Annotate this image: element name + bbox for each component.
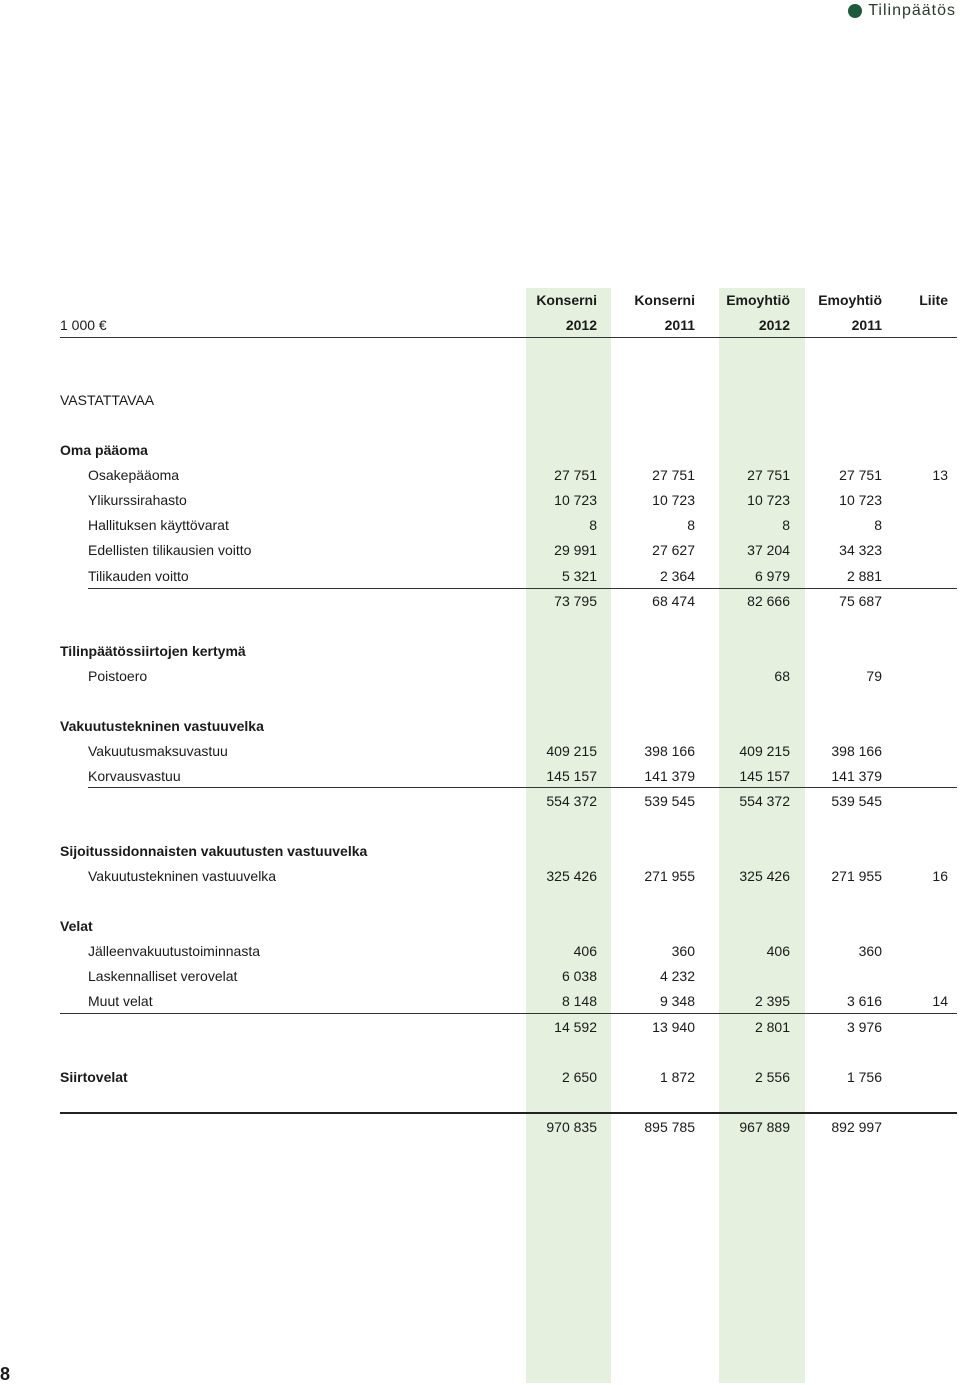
subtotal-row (0, 589, 960, 614)
note-reference: 16 (932, 868, 948, 884)
table-row (0, 664, 960, 689)
row-label: Tilinpäätössiirtojen kertymä (60, 643, 246, 659)
col-header-liite: Liite (919, 292, 948, 308)
table-row (0, 989, 960, 1014)
row-label: Jälleenvakuutustoiminnasta (88, 943, 260, 959)
subtotal-row (0, 1015, 960, 1040)
value-emoyhtio-2011: 398 166 (831, 743, 882, 759)
year-emoyhtio-2011: 2011 (851, 317, 882, 333)
value-emoyhtio-2011: 892 997 (831, 1119, 882, 1135)
table-row (0, 463, 960, 488)
value-emoyhtio-2012: 27 751 (747, 467, 790, 483)
value-konserni-2011: 895 785 (644, 1119, 695, 1135)
value-emoyhtio-2011: 1 756 (846, 1069, 882, 1085)
value-konserni-2012: 409 215 (546, 743, 597, 759)
col-header-emoyhtio-2012: Emoyhtiö (726, 292, 790, 308)
row-label: Osakepääoma (88, 467, 180, 483)
section-title: Tilinpäätös (868, 2, 956, 19)
value-emoyhtio-2012: 2 395 (754, 993, 790, 1009)
value-konserni-2011: 10 723 (652, 492, 695, 508)
value-konserni-2012: 14 592 (554, 1019, 597, 1035)
value-konserni-2011: 8 (687, 517, 695, 533)
value-konserni-2011: 1 872 (659, 1069, 695, 1085)
column-header-years (0, 313, 960, 338)
value-konserni-2011: 68 474 (652, 593, 695, 609)
value-emoyhtio-2012: 145 157 (739, 768, 790, 784)
value-konserni-2011: 13 940 (652, 1019, 695, 1035)
row-label: Oma pääoma (60, 442, 148, 458)
column-header-entities (0, 288, 960, 313)
value-emoyhtio-2011: 141 379 (831, 768, 882, 784)
value-emoyhtio-2011: 34 323 (839, 542, 882, 558)
value-konserni-2012: 406 (573, 943, 597, 959)
row-label: Vakuutustekninen vastuuvelka (88, 868, 277, 884)
value-emoyhtio-2012: 325 426 (739, 868, 790, 884)
row-label: Tilikauden voitto (88, 568, 189, 584)
value-konserni-2011: 4 232 (659, 968, 695, 984)
value-emoyhtio-2011: 3 976 (846, 1019, 882, 1035)
group-heading-vakuutustekninen-vastuuvelka (0, 714, 960, 739)
value-emoyhtio-2012: 967 889 (739, 1119, 790, 1135)
subtotal-rule (88, 787, 957, 788)
value-konserni-2012: 970 835 (546, 1119, 597, 1135)
row-label: Vakuutustekninen vastuuvelka (60, 718, 264, 734)
total-row (0, 1115, 960, 1140)
value-emoyhtio-2011: 8 (874, 517, 882, 533)
section-heading-vastattavaa (0, 388, 960, 413)
value-emoyhtio-2011: 271 955 (831, 868, 882, 884)
value-emoyhtio-2012: 2 556 (754, 1069, 790, 1085)
value-konserni-2012: 73 795 (554, 593, 597, 609)
note-reference: 13 (932, 467, 948, 483)
value-konserni-2012: 2 650 (561, 1069, 597, 1085)
table-row (0, 864, 960, 889)
row-label: Velat (60, 918, 93, 934)
value-konserni-2012: 27 751 (554, 467, 597, 483)
value-konserni-2011: 27 627 (652, 542, 695, 558)
group-heading-tilinpaatossiirtojen-kertyma (0, 639, 960, 664)
total-rule (60, 1112, 957, 1114)
table-row (0, 964, 960, 989)
value-konserni-2011: 141 379 (644, 768, 695, 784)
value-emoyhtio-2012: 6 979 (754, 568, 790, 584)
unit-label: 1 000 € (60, 317, 107, 333)
table-row (0, 939, 960, 964)
subtotal-rule (60, 1013, 957, 1014)
section-header (848, 0, 956, 22)
value-konserni-2012: 145 157 (546, 768, 597, 784)
year-konserni-2012: 2012 (565, 317, 597, 333)
row-label: Poistoero (88, 668, 148, 684)
value-emoyhtio-2012: 8 (782, 517, 790, 533)
value-emoyhtio-2011: 27 751 (839, 467, 882, 483)
value-konserni-2012: 10 723 (554, 492, 597, 508)
row-label: VASTATTAVAA (60, 392, 155, 408)
value-konserni-2011: 360 (671, 943, 695, 959)
table-row (0, 538, 960, 563)
year-konserni-2011: 2011 (664, 317, 695, 333)
value-konserni-2012: 29 991 (554, 542, 597, 558)
value-emoyhtio-2012: 37 204 (747, 542, 790, 558)
group-heading-velat (0, 914, 960, 939)
value-emoyhtio-2012: 409 215 (739, 743, 790, 759)
header-rule (60, 337, 957, 338)
value-emoyhtio-2012: 10 723 (747, 492, 790, 508)
row-label: Vakuutusmaksuvastuu (88, 743, 228, 759)
table-row (0, 739, 960, 764)
row-label: Ylikurssirahasto (88, 492, 187, 508)
row-label: Korvausvastuu (88, 768, 181, 784)
value-emoyhtio-2012: 554 372 (739, 793, 790, 809)
subtotal-row (0, 789, 960, 814)
value-konserni-2012: 554 372 (546, 793, 597, 809)
col-header-konserni-2011: Konserni (634, 292, 695, 308)
table-row-siirtovelat (0, 1065, 960, 1090)
value-emoyhtio-2012: 82 666 (747, 593, 790, 609)
value-konserni-2012: 6 038 (561, 968, 597, 984)
col-header-emoyhtio-2011: Emoyhtiö (818, 292, 882, 308)
value-emoyhtio-2011: 3 616 (846, 993, 882, 1009)
value-emoyhtio-2011: 539 545 (831, 793, 882, 809)
table-row (0, 564, 960, 589)
page-number: 8 (0, 1364, 11, 1384)
value-emoyhtio-2011: 360 (858, 943, 882, 959)
row-label: Hallituksen käyttövarat (88, 517, 229, 533)
value-konserni-2012: 5 321 (561, 568, 597, 584)
value-emoyhtio-2012: 2 801 (754, 1019, 790, 1035)
value-emoyhtio-2011: 10 723 (839, 492, 882, 508)
value-konserni-2011: 398 166 (644, 743, 695, 759)
value-konserni-2012: 8 148 (561, 993, 597, 1009)
value-konserni-2012: 8 (589, 517, 597, 533)
value-emoyhtio-2011: 75 687 (839, 593, 882, 609)
row-label: Laskennalliset verovelat (88, 968, 238, 984)
value-emoyhtio-2012: 68 (774, 668, 790, 684)
value-konserni-2011: 271 955 (644, 868, 695, 884)
row-label: Sijoitussidonnaisten vakuutusten vastuuvelka (60, 843, 368, 859)
value-emoyhtio-2011: 2 881 (846, 568, 882, 584)
table-row (0, 488, 960, 513)
group-heading-sijoitussidonnaisten (0, 839, 960, 864)
row-label: Muut velat (88, 993, 153, 1009)
year-emoyhtio-2012: 2012 (758, 317, 790, 333)
value-konserni-2011: 2 364 (659, 568, 695, 584)
table-row (0, 764, 960, 789)
value-emoyhtio-2011: 79 (866, 668, 882, 684)
table-row (0, 513, 960, 538)
bullet-dot-icon (848, 4, 862, 18)
row-label: Edellisten tilikausien voitto (88, 542, 252, 558)
note-reference: 14 (932, 993, 948, 1009)
row-label: Siirtovelat (60, 1069, 128, 1085)
value-konserni-2011: 539 545 (644, 793, 695, 809)
value-emoyhtio-2012: 406 (766, 943, 790, 959)
value-konserni-2012: 325 426 (546, 868, 597, 884)
value-konserni-2011: 27 751 (652, 467, 695, 483)
col-header-konserni-2012: Konserni (536, 292, 597, 308)
group-heading-oma-paaoma (0, 438, 960, 463)
value-konserni-2011: 9 348 (659, 993, 695, 1009)
